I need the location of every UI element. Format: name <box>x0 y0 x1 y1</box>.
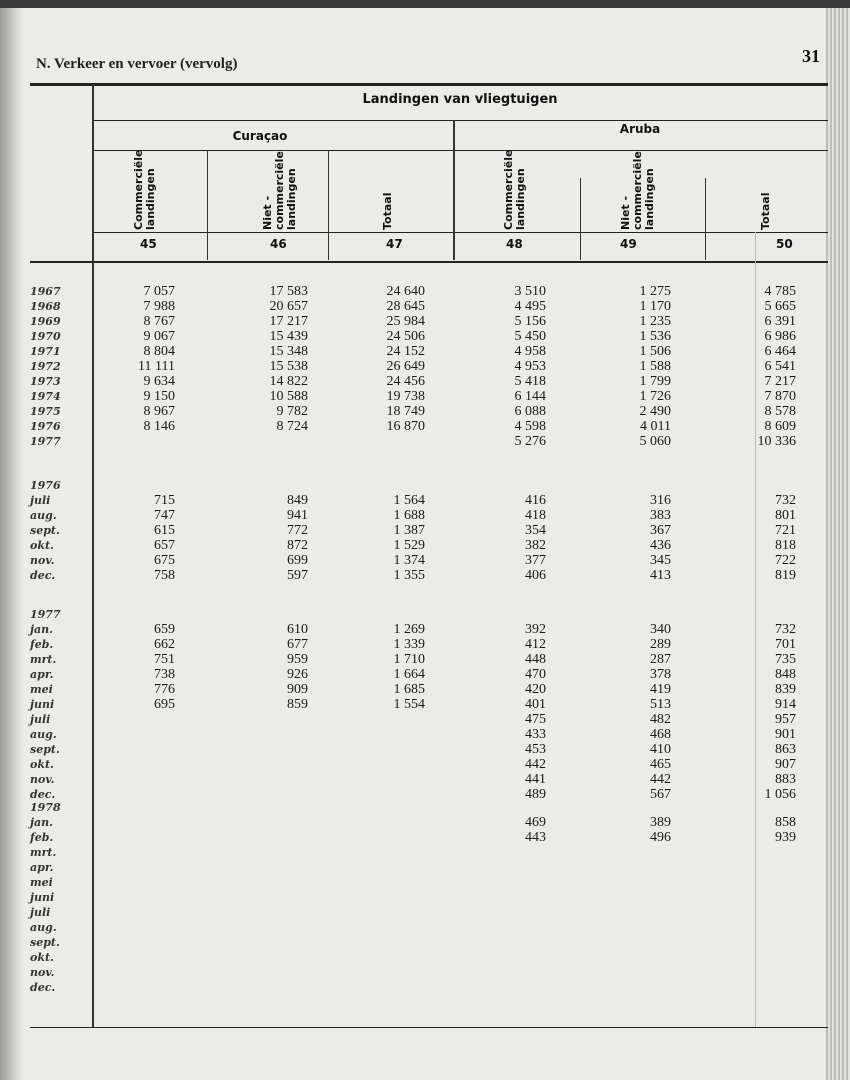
table-cell: 6 541 <box>764 359 796 374</box>
row-label: 1975 <box>30 405 61 418</box>
table-cell: 1 269 <box>393 622 425 637</box>
row-label: 1968 <box>30 300 61 313</box>
row-label: dec. <box>30 981 56 994</box>
table-cell: 392 <box>525 622 546 637</box>
table-cell: 345 <box>650 553 671 568</box>
row-label: jan. <box>30 816 53 829</box>
table-cell: 883 <box>775 772 796 787</box>
table-cell: 489 <box>525 787 546 802</box>
table-cell: 9 150 <box>143 389 175 404</box>
table-cell: 1 710 <box>393 652 425 667</box>
header-rule <box>92 232 828 233</box>
table-cell: 433 <box>525 727 546 742</box>
row-label: mrt. <box>30 653 57 666</box>
table-cell: 4 011 <box>640 419 671 434</box>
table-cell: 5 060 <box>639 434 671 449</box>
row-label: apr. <box>30 861 54 874</box>
table-cell: 7 870 <box>764 389 796 404</box>
row-label: feb. <box>30 831 54 844</box>
table-cell: 20 657 <box>269 299 308 314</box>
table-cell: 4 495 <box>514 299 546 314</box>
table-cell: 722 <box>775 553 796 568</box>
table-cell: 5 276 <box>514 434 546 449</box>
row-label: juni <box>30 891 55 904</box>
table-title: Landingen van vliegtuigen <box>362 92 558 107</box>
table-cell: 715 <box>154 493 175 508</box>
table-bottom-rule <box>30 1027 828 1028</box>
table-cell: 5 418 <box>514 374 546 389</box>
year-heading: 1978 <box>30 801 61 814</box>
group-aruba: Aruba <box>619 122 661 136</box>
table-cell: 7 057 <box>143 284 175 299</box>
row-label: juli <box>30 906 51 919</box>
column-divider <box>207 150 208 260</box>
table-cell: 9 782 <box>276 404 308 419</box>
table-cell: 465 <box>650 757 671 772</box>
row-label: aug. <box>30 921 57 934</box>
table-cell: 738 <box>154 667 175 682</box>
table-cell: 4 953 <box>514 359 546 374</box>
row-label: 1977 <box>30 435 61 448</box>
table-cell: 1 554 <box>393 697 425 712</box>
table-cell: 941 <box>287 508 308 523</box>
table-cell: 383 <box>650 508 671 523</box>
table-cell: 839 <box>775 682 796 697</box>
table-cell: 6 986 <box>764 329 796 344</box>
table-cell: 5 665 <box>764 299 796 314</box>
table-cell: 1 799 <box>639 374 671 389</box>
table-cell: 1 726 <box>639 389 671 404</box>
table-cell: 1 170 <box>639 299 671 314</box>
table-cell: 419 <box>650 682 671 697</box>
table-cell: 17 217 <box>269 314 308 329</box>
table-cell: 772 <box>287 523 308 538</box>
table-cell: 1 536 <box>639 329 671 344</box>
table-cell: 15 439 <box>269 329 308 344</box>
table-cell: 17 583 <box>269 284 308 299</box>
column-divider <box>580 178 581 260</box>
column-number: 50 <box>776 237 793 251</box>
table-cell: 858 <box>775 815 796 830</box>
table-cell: 8 578 <box>764 404 796 419</box>
table-cell: 8 146 <box>143 419 175 434</box>
row-label: mei <box>30 683 53 696</box>
header-rule <box>92 120 828 121</box>
table-cell: 7 217 <box>764 374 796 389</box>
table-cell: 1 664 <box>393 667 425 682</box>
group-curacao: Curaçao <box>232 129 288 143</box>
table-cell: 819 <box>775 568 796 583</box>
table-cell: 513 <box>650 697 671 712</box>
table-cell: 849 <box>287 493 308 508</box>
page-number: 31 <box>802 46 820 66</box>
table-cell: 1 275 <box>639 284 671 299</box>
table-cell: 287 <box>650 652 671 667</box>
table-cell: 412 <box>525 637 546 652</box>
table-cell: 10 336 <box>757 434 796 449</box>
section-title: N. Verkeer en vervoer (vervolg) <box>36 56 238 72</box>
table-cell: 6 391 <box>764 314 796 329</box>
row-label: dec. <box>30 569 56 582</box>
year-heading: 1977 <box>30 608 61 621</box>
table-cell: 695 <box>154 697 175 712</box>
row-label: sept. <box>30 936 60 949</box>
table-cell: 4 785 <box>764 284 796 299</box>
table-cell: 316 <box>650 493 671 508</box>
table-cell: 8 724 <box>276 419 308 434</box>
table-cell: 6 144 <box>514 389 546 404</box>
table-cell: 610 <box>287 622 308 637</box>
table-cell: 496 <box>650 830 671 845</box>
table-cell: 443 <box>525 830 546 845</box>
group-divider <box>453 120 455 260</box>
table-cell: 5 450 <box>514 329 546 344</box>
row-label: nov. <box>30 554 55 567</box>
table-top-rule <box>30 83 828 86</box>
row-label: apr. <box>30 668 54 681</box>
column-header: Totaal <box>759 192 772 230</box>
table-cell: 436 <box>650 538 671 553</box>
table-cell: 16 870 <box>386 419 425 434</box>
row-label: 1969 <box>30 315 61 328</box>
table-cell: 442 <box>650 772 671 787</box>
table-cell: 289 <box>650 637 671 652</box>
table-cell: 721 <box>775 523 796 538</box>
column-header: Totaal <box>381 192 394 230</box>
table-cell: 926 <box>287 667 308 682</box>
table-cell: 615 <box>154 523 175 538</box>
column-divider <box>328 150 329 260</box>
table-cell: 482 <box>650 712 671 727</box>
table-cell: 818 <box>775 538 796 553</box>
row-label: 1976 <box>30 420 61 433</box>
column-header: Niet - commerciële landingen <box>261 151 298 230</box>
row-label: juni <box>30 698 55 711</box>
table-cell: 9 067 <box>143 329 175 344</box>
table-cell: 732 <box>775 493 796 508</box>
table-cell: 4 958 <box>514 344 546 359</box>
table-cell: 15 538 <box>269 359 308 374</box>
row-label: 1972 <box>30 360 61 373</box>
table-cell: 8 609 <box>764 419 796 434</box>
table-cell: 677 <box>287 637 308 652</box>
row-label: nov. <box>30 773 55 786</box>
row-label: okt. <box>30 758 54 771</box>
row-label: nov. <box>30 966 55 979</box>
table-cell: 2 490 <box>639 404 671 419</box>
row-label: juli <box>30 713 51 726</box>
table-cell: 1 387 <box>393 523 425 538</box>
table-cell: 367 <box>650 523 671 538</box>
row-label: dec. <box>30 788 56 801</box>
row-label: 1967 <box>30 285 61 298</box>
table-cell: 732 <box>775 622 796 637</box>
table-cell: 776 <box>154 682 175 697</box>
header-rule <box>92 150 828 151</box>
table-cell: 389 <box>650 815 671 830</box>
table-cell: 1 355 <box>393 568 425 583</box>
table-cell: 751 <box>154 652 175 667</box>
table-cell: 6 088 <box>514 404 546 419</box>
table-cell: 340 <box>650 622 671 637</box>
table-cell: 26 649 <box>386 359 425 374</box>
table-cell: 1 685 <box>393 682 425 697</box>
column-header: Commerciële landingen <box>132 149 157 230</box>
table-cell: 758 <box>154 568 175 583</box>
table-cell: 662 <box>154 637 175 652</box>
table-cell: 597 <box>287 568 308 583</box>
page-binding <box>0 8 24 1080</box>
table-cell: 1 374 <box>393 553 425 568</box>
row-label: jan. <box>30 623 53 636</box>
table-cell: 7 988 <box>143 299 175 314</box>
table-cell: 909 <box>287 682 308 697</box>
table-cell: 567 <box>650 787 671 802</box>
table-cell: 468 <box>650 727 671 742</box>
table-cell: 382 <box>525 538 546 553</box>
table-cell: 801 <box>775 508 796 523</box>
table-cell: 1 688 <box>393 508 425 523</box>
table-cell: 657 <box>154 538 175 553</box>
table-cell: 448 <box>525 652 546 667</box>
column-number: 47 <box>386 237 403 251</box>
table-cell: 377 <box>525 553 546 568</box>
column-number: 48 <box>506 237 523 251</box>
table-cell: 659 <box>154 622 175 637</box>
table-cell: 24 640 <box>386 284 425 299</box>
table-cell: 1 235 <box>639 314 671 329</box>
table-cell: 14 822 <box>269 374 308 389</box>
table-cell: 469 <box>525 815 546 830</box>
table-cell: 1 056 <box>764 787 796 802</box>
table-cell: 470 <box>525 667 546 682</box>
row-label: okt. <box>30 539 54 552</box>
table-cell: 410 <box>650 742 671 757</box>
table-cell: 24 456 <box>386 374 425 389</box>
table-cell: 863 <box>775 742 796 757</box>
row-label: mrt. <box>30 846 57 859</box>
table-cell: 406 <box>525 568 546 583</box>
table-cell: 957 <box>775 712 796 727</box>
table-cell: 1 529 <box>393 538 425 553</box>
row-label: aug. <box>30 728 57 741</box>
table-cell: 8 767 <box>143 314 175 329</box>
row-label: aug. <box>30 509 57 522</box>
table-cell: 4 598 <box>514 419 546 434</box>
table-cell: 19 738 <box>386 389 425 404</box>
table-cell: 18 749 <box>386 404 425 419</box>
row-label: juli <box>30 494 51 507</box>
table-cell: 420 <box>525 682 546 697</box>
table-cell: 914 <box>775 697 796 712</box>
column-number: 45 <box>140 237 157 251</box>
row-label: okt. <box>30 951 54 964</box>
row-label: 1970 <box>30 330 61 343</box>
row-label: 1973 <box>30 375 61 388</box>
table-cell: 354 <box>525 523 546 538</box>
table-cell: 1 339 <box>393 637 425 652</box>
row-label: sept. <box>30 524 60 537</box>
table-cell: 11 111 <box>138 359 175 374</box>
table-cell: 747 <box>154 508 175 523</box>
table-cell: 28 645 <box>386 299 425 314</box>
table-cell: 416 <box>525 493 546 508</box>
table-cell: 1 506 <box>639 344 671 359</box>
table-cell: 675 <box>154 553 175 568</box>
table-cell: 475 <box>525 712 546 727</box>
table-cell: 6 464 <box>764 344 796 359</box>
table-cell: 5 156 <box>514 314 546 329</box>
table-cell: 9 634 <box>143 374 175 389</box>
table-cell: 441 <box>525 772 546 787</box>
table-cell: 735 <box>775 652 796 667</box>
table-cell: 24 506 <box>386 329 425 344</box>
table-cell: 378 <box>650 667 671 682</box>
table-cell: 1 588 <box>639 359 671 374</box>
table-cell: 418 <box>525 508 546 523</box>
table-cell: 859 <box>287 697 308 712</box>
table-cell: 907 <box>775 757 796 772</box>
table-cell: 24 152 <box>386 344 425 359</box>
table-cell: 10 588 <box>269 389 308 404</box>
table-cell: 453 <box>525 742 546 757</box>
year-heading: 1976 <box>30 479 61 492</box>
table-cell: 1 564 <box>393 493 425 508</box>
table-cell: 3 510 <box>514 284 546 299</box>
page-edges <box>826 8 850 1080</box>
row-label: mei <box>30 876 53 889</box>
table-cell: 25 984 <box>386 314 425 329</box>
table-cell: 939 <box>775 830 796 845</box>
table-cell: 901 <box>775 727 796 742</box>
table-cell: 959 <box>287 652 308 667</box>
column-header: Commerciële landingen <box>502 149 527 230</box>
row-label: 1971 <box>30 345 61 358</box>
table-cell: 442 <box>525 757 546 772</box>
column-number: 49 <box>620 237 637 251</box>
table-cell: 413 <box>650 568 671 583</box>
column-divider <box>705 178 706 260</box>
column-number: 46 <box>270 237 287 251</box>
table-cell: 8 804 <box>143 344 175 359</box>
table-cell: 15 348 <box>269 344 308 359</box>
row-label: sept. <box>30 743 60 756</box>
table-cell: 701 <box>775 637 796 652</box>
table-cell: 401 <box>525 697 546 712</box>
row-label: 1974 <box>30 390 61 403</box>
row-label: feb. <box>30 638 54 651</box>
header-bottom-rule <box>30 261 828 263</box>
table-cell: 848 <box>775 667 796 682</box>
table-cell: 8 967 <box>143 404 175 419</box>
table-cell: 699 <box>287 553 308 568</box>
table-cell: 872 <box>287 538 308 553</box>
column-header: Niet - commerciële landingen <box>619 151 656 230</box>
